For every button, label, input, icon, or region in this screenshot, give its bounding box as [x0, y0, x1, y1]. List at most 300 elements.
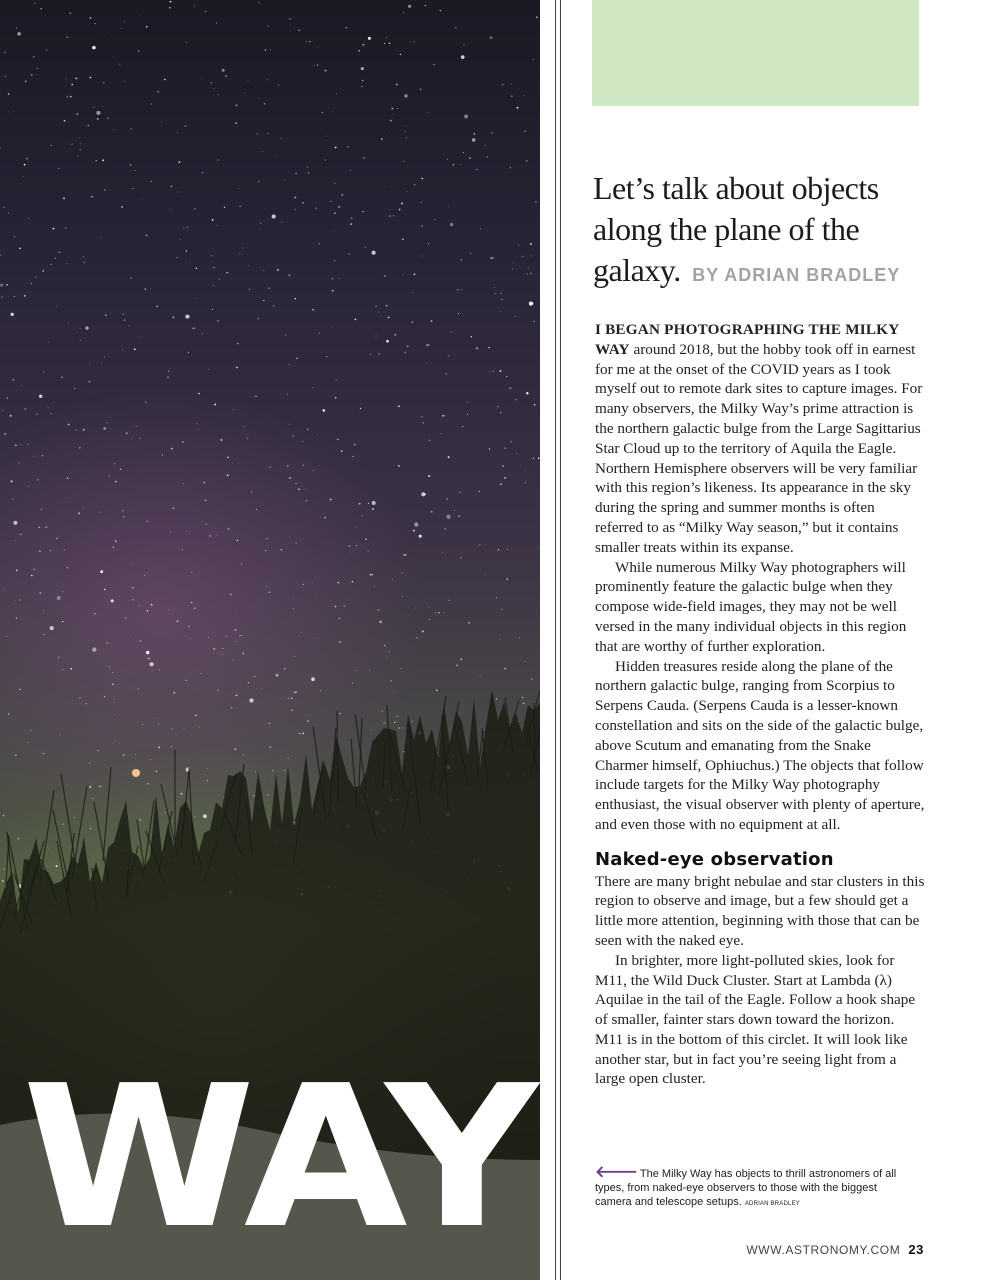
star — [248, 80, 249, 81]
star — [92, 46, 96, 50]
star — [20, 534, 21, 535]
star — [36, 414, 37, 415]
star — [421, 178, 423, 180]
star — [399, 209, 401, 211]
star — [106, 642, 108, 644]
star — [217, 159, 218, 160]
star — [141, 337, 142, 338]
star — [42, 753, 43, 754]
star — [527, 274, 528, 275]
star — [184, 728, 185, 729]
star — [31, 575, 33, 577]
star — [14, 236, 15, 237]
star — [522, 697, 523, 698]
star — [14, 296, 15, 297]
star — [388, 317, 390, 319]
star — [126, 432, 128, 434]
star — [103, 427, 106, 430]
star — [240, 206, 241, 207]
star — [207, 768, 208, 769]
star — [351, 217, 353, 219]
article-deck — [593, 168, 933, 296]
star — [369, 670, 370, 671]
star — [235, 122, 237, 124]
star — [296, 543, 297, 544]
star — [302, 441, 303, 442]
star — [180, 239, 181, 240]
star — [194, 208, 195, 209]
star — [167, 377, 168, 378]
star — [89, 786, 91, 788]
star — [28, 486, 29, 487]
star — [530, 243, 532, 245]
star — [19, 689, 21, 691]
star — [122, 350, 123, 351]
star — [499, 370, 501, 372]
star — [4, 868, 5, 869]
star — [16, 570, 18, 572]
star — [70, 13, 71, 14]
star — [214, 404, 216, 406]
star — [291, 698, 292, 699]
star — [113, 130, 114, 131]
star — [183, 483, 184, 484]
star — [258, 2, 259, 3]
star — [386, 340, 389, 343]
star — [502, 465, 503, 466]
star — [104, 189, 105, 190]
star — [104, 589, 106, 591]
star — [140, 640, 142, 642]
star — [93, 107, 94, 108]
star — [71, 143, 73, 145]
star — [317, 65, 318, 66]
star — [251, 491, 253, 493]
star — [461, 259, 463, 261]
star — [62, 669, 63, 670]
star — [511, 84, 512, 85]
star — [56, 865, 58, 867]
star — [344, 605, 345, 606]
star — [48, 848, 49, 849]
star — [334, 212, 336, 214]
star — [491, 132, 493, 134]
star — [265, 49, 267, 51]
star — [337, 439, 338, 440]
star — [233, 659, 234, 660]
star — [260, 223, 261, 224]
star — [433, 64, 435, 66]
star — [406, 137, 407, 138]
star — [375, 335, 376, 336]
paragraph-4: There are many bright nebulae and star clusters in this region to observe and image, but a few should get a little more attention, beginning with those that can be seen with the naked eye. — [595, 872, 925, 949]
star — [31, 283, 32, 284]
star — [79, 137, 80, 138]
star — [318, 332, 319, 333]
star — [40, 592, 41, 593]
star — [208, 637, 209, 638]
left-arrow-icon: 🡐 — [595, 1164, 638, 1181]
tree-branch — [6, 836, 9, 884]
star — [2, 880, 3, 881]
star — [460, 164, 461, 165]
star — [479, 491, 480, 492]
star — [77, 113, 78, 114]
star — [147, 521, 148, 522]
star — [421, 416, 422, 417]
star — [220, 439, 222, 441]
star — [43, 372, 44, 373]
star — [112, 672, 113, 673]
star — [1, 296, 2, 297]
star — [107, 422, 108, 423]
star — [524, 95, 525, 96]
star — [53, 228, 55, 230]
star — [114, 713, 115, 714]
star — [125, 617, 126, 618]
star — [422, 256, 423, 257]
star — [96, 111, 100, 115]
star — [123, 755, 124, 756]
star — [530, 273, 531, 274]
star — [146, 235, 148, 237]
star — [396, 716, 397, 717]
star — [412, 292, 413, 293]
star — [31, 74, 33, 76]
star — [285, 334, 286, 335]
star — [441, 433, 442, 434]
star — [442, 553, 443, 554]
page-footer — [746, 1242, 924, 1257]
feature-title-word: WAY — [22, 1044, 537, 1272]
star — [296, 197, 297, 198]
star — [21, 385, 22, 386]
star — [27, 444, 28, 445]
star — [494, 287, 495, 288]
star — [6, 284, 7, 285]
star — [496, 698, 498, 700]
star — [90, 77, 92, 79]
star — [120, 28, 121, 29]
star — [525, 274, 526, 275]
star — [68, 424, 70, 426]
star — [204, 774, 205, 775]
star — [510, 387, 512, 389]
star — [320, 690, 321, 691]
star — [263, 300, 264, 301]
star — [336, 93, 337, 94]
star — [440, 10, 441, 11]
star — [319, 243, 320, 244]
star — [204, 482, 205, 483]
star — [428, 475, 430, 477]
star — [59, 252, 60, 253]
star — [293, 608, 294, 609]
star — [15, 445, 17, 447]
star — [358, 50, 360, 52]
star — [306, 41, 307, 42]
star — [500, 311, 501, 312]
star — [67, 478, 68, 479]
star — [374, 586, 375, 587]
star — [254, 676, 256, 678]
star — [477, 169, 478, 170]
star — [273, 305, 274, 306]
star — [430, 476, 431, 477]
star — [171, 728, 172, 729]
star — [410, 42, 411, 43]
star — [289, 477, 291, 479]
star — [181, 793, 183, 795]
star — [413, 530, 415, 532]
star — [268, 25, 269, 26]
star — [350, 170, 351, 171]
star — [7, 636, 8, 637]
star — [526, 392, 528, 394]
star — [414, 522, 418, 526]
star — [100, 570, 103, 573]
star — [260, 229, 261, 230]
star — [56, 538, 58, 540]
star — [226, 636, 227, 637]
star — [170, 210, 171, 211]
star — [339, 713, 341, 715]
star — [264, 103, 265, 104]
star — [393, 692, 394, 693]
star — [151, 104, 152, 105]
paragraph-1-text: around 2018, but the hobby took off in earnest for me at the onset of the COVID years as I took myself out to remote dark sites to capture images. For many observers, the Milky Way’s prime attraction is the northern galactic bulge from the Large Sagittarius Star Cloud up to the territory of Aquila the Eagle. Northern Hemisphere observers will be very familiar with this region’s likeness. Its appearance in the sky during the spring and summer months is often referred to as “Milky Way season,” but it contains smaller treats within its expanse. — [595, 340, 923, 556]
star — [98, 786, 99, 787]
star — [390, 120, 392, 122]
star — [78, 512, 80, 514]
star — [325, 159, 326, 160]
star — [192, 328, 193, 329]
star — [405, 131, 406, 132]
star — [506, 578, 507, 579]
star — [145, 402, 146, 403]
star — [248, 682, 249, 683]
star — [155, 717, 156, 718]
star — [164, 79, 166, 81]
star — [227, 457, 228, 458]
star — [104, 696, 105, 697]
star — [390, 680, 392, 682]
star — [317, 637, 318, 638]
star — [463, 44, 464, 45]
star — [359, 503, 361, 505]
star — [15, 600, 16, 601]
star — [114, 702, 115, 703]
star — [5, 76, 6, 77]
star — [303, 584, 304, 585]
star — [533, 321, 534, 322]
star — [84, 262, 85, 263]
star — [249, 698, 253, 702]
star — [421, 202, 422, 203]
star — [415, 608, 416, 609]
star — [352, 456, 354, 458]
star — [42, 270, 44, 272]
star — [23, 176, 24, 177]
star — [333, 112, 334, 113]
star — [102, 159, 104, 161]
star — [276, 674, 279, 677]
star — [62, 621, 63, 622]
star — [182, 441, 183, 442]
star — [138, 688, 139, 689]
star — [292, 435, 293, 436]
star — [258, 181, 259, 182]
star — [307, 166, 308, 167]
star — [190, 262, 191, 263]
star — [128, 325, 129, 326]
star — [507, 549, 508, 550]
star — [209, 535, 211, 537]
star — [222, 654, 223, 655]
star — [429, 619, 430, 620]
star — [135, 170, 136, 171]
star — [500, 639, 501, 640]
star — [92, 798, 93, 799]
star — [314, 65, 315, 66]
star — [470, 253, 471, 254]
star — [330, 498, 332, 500]
star — [375, 305, 377, 307]
star — [103, 82, 105, 84]
star — [489, 448, 490, 449]
star — [513, 262, 514, 263]
star — [386, 37, 387, 38]
star — [147, 783, 148, 784]
star — [335, 397, 337, 399]
star — [458, 516, 459, 517]
star — [142, 200, 143, 201]
star — [88, 125, 89, 126]
star — [199, 727, 200, 728]
star — [197, 423, 198, 424]
bright-star — [132, 769, 140, 777]
star — [64, 120, 66, 122]
byline: BY ADRIAN BRADLEY — [692, 265, 901, 285]
star — [370, 574, 372, 576]
star — [0, 148, 1, 149]
tree-branch — [61, 774, 75, 861]
star — [444, 612, 445, 613]
star — [83, 429, 85, 431]
star — [186, 250, 188, 252]
star — [419, 535, 422, 538]
star — [362, 44, 364, 46]
star — [517, 107, 519, 109]
star — [453, 164, 455, 166]
star — [538, 457, 540, 459]
star — [518, 244, 519, 245]
star — [172, 317, 174, 319]
star — [65, 79, 66, 80]
star — [500, 483, 502, 485]
star — [151, 604, 153, 606]
star — [270, 466, 271, 467]
tree-branch — [40, 790, 54, 882]
star — [448, 355, 449, 356]
star — [416, 637, 418, 639]
star — [100, 512, 101, 513]
star — [95, 393, 96, 394]
star — [145, 288, 147, 290]
star — [94, 613, 95, 614]
star — [28, 164, 29, 165]
star — [24, 164, 26, 166]
star — [258, 318, 259, 319]
star — [332, 290, 334, 292]
star — [28, 218, 29, 219]
star — [493, 371, 494, 372]
star — [384, 275, 386, 277]
star — [70, 96, 72, 98]
star — [393, 114, 394, 115]
star — [480, 675, 481, 676]
star — [289, 274, 291, 276]
star — [386, 305, 387, 306]
star — [191, 638, 192, 639]
star — [130, 277, 131, 278]
star — [392, 186, 393, 187]
star — [334, 231, 335, 232]
star — [30, 730, 31, 731]
star — [124, 22, 125, 23]
star — [241, 635, 242, 636]
star — [318, 47, 319, 48]
star — [177, 192, 178, 193]
star — [70, 668, 72, 670]
star — [265, 550, 266, 551]
star — [203, 814, 207, 818]
star — [132, 599, 134, 601]
star — [306, 500, 307, 501]
star — [92, 647, 96, 651]
star — [120, 468, 122, 470]
star — [406, 125, 407, 126]
star — [425, 5, 426, 6]
star — [525, 470, 526, 471]
star — [422, 422, 424, 424]
star — [501, 608, 503, 610]
star — [2, 410, 3, 411]
star — [431, 511, 433, 513]
star — [198, 393, 200, 395]
star — [179, 161, 181, 163]
star — [76, 78, 78, 80]
star — [506, 376, 507, 377]
star — [12, 499, 13, 500]
star — [227, 528, 229, 530]
star — [209, 369, 210, 370]
star — [324, 517, 326, 519]
star — [488, 347, 490, 349]
star — [155, 770, 157, 772]
star — [295, 483, 296, 484]
star — [74, 817, 75, 818]
star — [363, 157, 365, 159]
star — [525, 482, 526, 483]
star — [213, 285, 214, 286]
star — [498, 549, 499, 550]
star — [446, 515, 450, 519]
star — [43, 753, 44, 754]
article-body — [595, 320, 925, 1089]
star — [505, 447, 506, 448]
star — [123, 516, 125, 518]
